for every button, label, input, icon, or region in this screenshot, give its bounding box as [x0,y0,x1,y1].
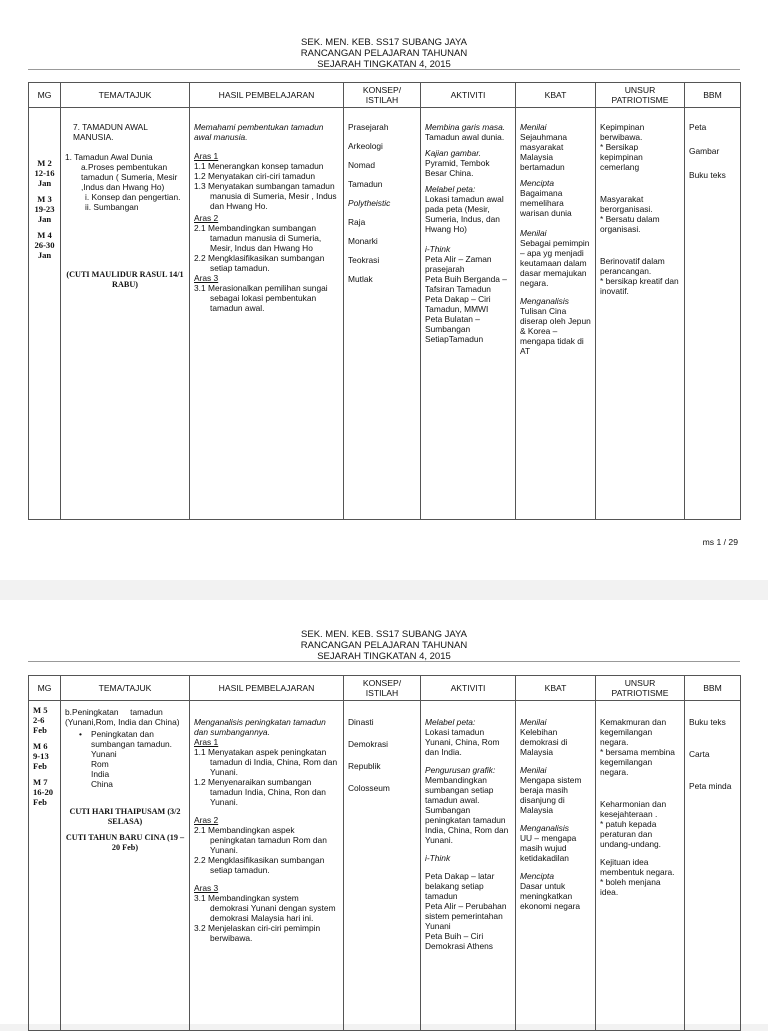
activity-text: Pyramid, Tembok Besar China. [425,158,490,178]
kbat-text: Kelebihan demokrasi di Malaysia [520,727,568,757]
kbat-heading: Menilai [520,717,547,727]
list-item: India [91,769,110,779]
col-hasil: HASIL PEMBELAJARAN [190,83,344,108]
patriot-detail: * bersama membina kegemilangan negara. [600,747,675,777]
table-header-row [29,83,741,108]
level-2-label: Aras 2 [194,815,219,825]
col-hasil: HASIL PEMBELAJARAN [190,676,344,701]
outcome-item: 1.1 Menyatakan aspek peningkatan tamadun di India, China, Rom dan Yunani. [194,747,338,777]
activity-text: Lokasi tamadun Yunani, China, Rom dan India. [425,727,500,757]
outcome-item: 1.2 Menyenaraikan sumbangan tamadun India, China, Ron dan Yunani. [194,777,326,807]
kbat-heading: Menganalisis [520,823,569,833]
patriot-item: Berinovatif dalam perancangan. [600,256,665,276]
header-rule [28,661,740,662]
patriot-detail: * Bersatu dalam organisasi. [600,214,660,234]
activity-text: Peta Dakap – Ciri Tamadun, MMWI [425,294,491,314]
concept-item: Colosseum [348,783,390,793]
page-header [0,629,768,662]
kbat-heading: Mencipta [520,871,554,881]
activity-text: Peta Alir – Zaman prasejarah [425,254,492,274]
konsep-cell [344,108,421,520]
level-2-label: Aras 2 [194,213,219,223]
kbat-text: Bagaimana memelihara warisan dunia [520,188,572,218]
patriot-item: Kemakmuran dan kegemilangan negara. [600,717,667,747]
col-mg: MG [29,676,61,701]
concept-item: Nomad [348,160,375,170]
patriot-item: Keharmonian dan kesejahteraan . [600,799,667,819]
col-kbat: KBAT [516,676,596,701]
col-mg: MG [29,83,61,108]
outcome-item: 2.2 Mengklasifikasikan sumbangan setiap tamadun. [194,855,325,875]
col-konsep: KONSEP/ ISTILAH [344,676,421,701]
kbat-text: UU – mengapa masih wujud ketidakadilan [520,833,577,863]
holiday-note: (CUTI MAULIDUR RASUL 14/1 RABU) [66,270,184,289]
resource-item: Buku teks [689,170,726,180]
subject-title: SEJARAH TINGKATAN 4, 2015 [317,59,451,70]
kbat-heading: Menganalisis [520,296,569,306]
header-rule [28,69,740,70]
list-item: Rom [91,759,109,769]
tema-cell [61,701,190,1031]
kbat-heading: Menilai [520,765,547,775]
outcome-item: 2.1 Membandingkan sumbangan tamadun manusia di Sumeria, Mesir, Indus dan Hwang Ho [194,223,322,253]
col-tema: TEMA/TAJUK [61,676,190,701]
activity-text: Lokasi tamadun awal pada peta (Mesir, Sumeria, Indus, dan Hwang Ho) [425,194,504,234]
patriot-detail: * bersikap kreatif dan inovatif. [600,276,679,296]
topic-bullet: • Peningkatan dan sumbangan tamadun. [79,729,173,749]
bbm-cell [685,701,741,1031]
kbat-text: Dasar untuk meningkatkan ekonomi negara [520,881,581,911]
plan-title: RANCANGAN PELAJARAN TAHUNAN [300,640,468,651]
activity-heading: Melabel peta: [425,184,476,194]
kbat-text: Sebagai pemimpin – apa yg menjadi keutamaan dalam dasar memajukan negara. [520,238,590,288]
outcome-item: 1.3 Menyatakan sumbangan tamadun manusia di Sumeria, Mesir , Indus dan Hwang Ho. [194,181,337,211]
resource-item: Gambar [689,146,720,156]
school-name: SEK. MEN. KEB. SS17 SUBANG JAYA [301,629,467,640]
aktiviti-cell [421,108,516,520]
topic-subitem-ii: ii. Sumbangan [85,202,139,212]
outcome-intro: Memahami pembentukan tamadun awal manusia. [194,122,324,142]
week-cell: M 2 12-16 Jan M 3 19-23 Jan M 4 26-30 Jan [29,108,61,520]
resource-item: Peta [689,122,707,132]
level-1-label: Aras 1 [194,151,219,161]
list-item: Yunani [91,749,117,759]
kbat-text: Mengapa sistem beraja masih disanjung di Malaysia [520,775,582,815]
tema-cell [61,108,190,520]
outcome-item: 2.1 Membandingkan aspek peningkatan tamadun Rom dan Yunani. [194,825,327,855]
konsep-cell [344,701,421,1031]
patriot-detail: * patuh kepada peraturan dan undang-undang. [600,819,662,849]
col-aktiviti: AKTIVITI [421,83,516,108]
outcome-item: 1.1 Menerangkan konsep tamadun [194,161,324,171]
activity-text: Sumbangan peningkatan tamadun India, China, Rom dan Yunani. [425,805,509,845]
concept-item: Arkeologi [348,141,383,151]
resource-item: Carta [689,749,710,759]
topic-subitem-i: i. Konsep dan pengertian. [85,192,181,202]
col-konsep: KONSEP/ ISTILAH [344,83,421,108]
col-tema: TEMA/TAJUK [61,83,190,108]
topic-title: 7. TAMADUN AWAL MANUSIA. [73,122,148,142]
week-cell: M 5 2-6 Feb M 6 9-13 Feb M 7 16-20 Feb [29,701,61,1031]
lesson-table-2 [28,675,741,1031]
table-row [29,108,741,520]
page-number: ms 1 / 29 [702,537,738,547]
holiday-note: CUTI HARI THAIPUSAM (3/2 SELASA) [69,807,181,826]
col-aktiviti: AKTIVITI [421,676,516,701]
plan-title: RANCANGAN PELAJARAN TAHUNAN [300,48,468,59]
kbat-heading: Menilai [520,228,547,238]
col-kbat: KBAT [516,83,596,108]
activity-text: Peta Buih – Ciri Demokrasi Athens [425,931,493,951]
activity-heading: Kajian gambar. [425,148,482,158]
concept-item: Prasejarah [348,122,389,132]
patriotisme-cell [596,108,685,520]
level-3-label: Aras 3 [194,273,219,283]
lesson-table-1 [28,82,741,520]
activity-text: Peta Alir – Perubahan sistem pemerintahan Yunani [425,901,507,931]
holiday-note: CUTI TAHUN BARU CINA (19 – 20 Feb) [65,833,185,852]
activity-heading: i-Think [425,244,451,254]
concept-item: Raja [348,217,366,227]
page-2 [0,600,768,1024]
col-bbm: BBM [685,676,741,701]
resource-item: Buku teks [689,717,726,727]
outcome-item: 1.2 Menyatakan ciri-ciri tamadun [194,171,316,181]
patriotisme-cell [596,701,685,1031]
list-item: China [91,779,113,789]
kbat-text: Tulisan Cina diserap oleh Jepun & Korea –mengapa tidak di AT [520,306,591,356]
outcome-item: 3.2 Menjelaskan ciri-ciri pemimpin berwibawa. [194,923,321,943]
topic-title: b.Peningkatan tamadun (Yunani,Rom, India dan China) [65,707,180,727]
kbat-cell [516,108,596,520]
col-bbm: BBM [685,83,741,108]
topic-subitem: a.Proses pembentukan tamadun ( Sumeria, Mesir ,Indus dan Hwang Ho) [81,162,178,192]
concept-item: Teokrasi [348,255,380,265]
activity-text: Membandingkan sumbangan setiap tamadun awal. [425,775,494,805]
kbat-heading: Mencipta [520,178,554,188]
aktiviti-cell [421,701,516,1031]
activity-text: Peta Dakap – latar belakang setiap tamadun [425,871,495,901]
concept-item: Demokrasi [348,739,389,749]
kbat-text: Sejauhmana masyarakat Malaysia bertamadun [520,132,568,172]
concept-item: Mutlak [348,274,373,284]
activity-heading: Pengurusan grafik: [425,765,496,775]
bbm-cell [685,108,741,520]
table-header-row [29,676,741,701]
bullet-icon: • [79,729,82,739]
outcome-item: 3.1 Merasionalkan pemilihan sungai sebagai lokasi pembentukan tamadun awal. [194,283,328,313]
level-1-label: Aras 1 [194,737,219,747]
page-header [0,37,768,70]
activity-text: Peta Buih Berganda – Tafsiran Tamadun [425,274,507,294]
school-name: SEK. MEN. KEB. SS17 SUBANG JAYA [301,37,467,48]
patriot-item: Kepimpinan berwibawa. [600,122,645,142]
table-row [29,701,741,1031]
concept-item: Monarki [348,236,378,246]
patriot-item: Kejituan idea membentuk negara. [600,857,675,877]
outcome-intro: Menganalisis peningkatan tamadun dan sumbangannya. [194,717,326,737]
patriot-item: Masyarakat berorganisasi. [600,194,653,214]
outcome-item: 3.1 Membandingkan system demokrasi Yunani dengan system demokrasi Malaysia hari ini. [194,893,336,923]
concept-item: Tamadun [348,179,383,189]
activity-heading: Melabel peta: [425,717,476,727]
col-patriotisme: UNSUR PATRIOTISME [596,83,685,108]
subject-title: SEJARAH TINGKATAN 4, 2015 [317,651,451,662]
outcome-item: 2.2 Mengklasifikasikan sumbangan setiap tamadun. [194,253,325,273]
concept-item: Polytheistic [348,198,391,208]
kbat-cell [516,701,596,1031]
topic-item: 1. Tamadun Awal Dunia [65,152,153,162]
concept-item: Dinasti [348,717,374,727]
resource-item: Peta minda [689,781,732,791]
activity-heading: Membina garis masa. [425,122,506,132]
patriot-detail: * boleh menjana idea. [600,877,661,897]
concept-item: Republik [348,761,381,771]
activity-text: Peta Bulatan – Sumbangan SetiapTamadun [425,314,484,344]
level-3-label: Aras 3 [194,883,219,893]
patriot-detail: * Bersikap kepimpinan cemerlang [600,142,643,172]
hasil-cell [190,701,344,1031]
hasil-cell [190,108,344,520]
activity-heading: i-Think [425,853,451,863]
col-patriotisme: UNSUR PATRIOTISME [596,676,685,701]
kbat-heading: Menilai [520,122,547,132]
activity-text: Tamadun awal dunia. [425,132,505,142]
